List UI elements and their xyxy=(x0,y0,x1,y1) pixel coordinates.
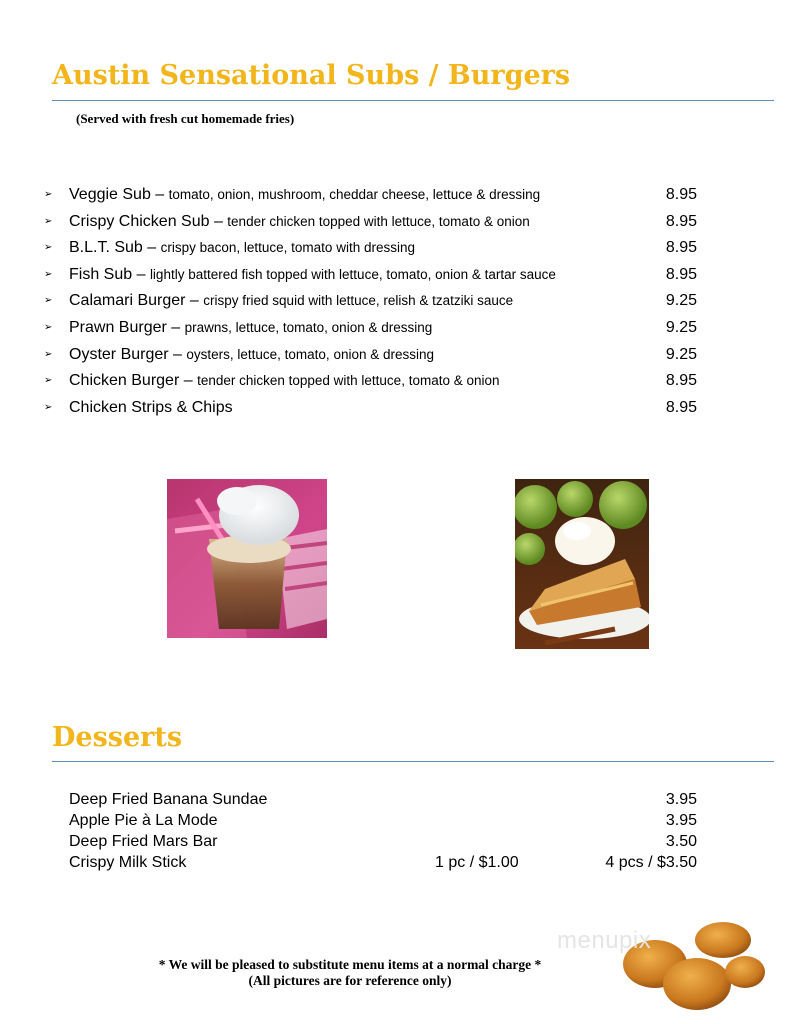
menu-item-fish-sub xyxy=(44,262,704,289)
item-name xyxy=(69,342,434,369)
watermark: menupix xyxy=(557,927,652,954)
menu-item-chicken-strips xyxy=(44,395,704,422)
desserts-heading: Desserts xyxy=(52,722,183,753)
item-name xyxy=(69,315,432,342)
item-description: tender chicken topped with lettuce, tomato & onion xyxy=(227,213,530,229)
dessert-price: 3.95 xyxy=(665,812,697,829)
item-price: 8.95 xyxy=(665,186,697,203)
item-title: Crispy Chicken Sub – xyxy=(69,212,228,230)
dessert-item-banana-sundae xyxy=(69,789,697,810)
item-title: Prawn Burger – xyxy=(69,318,185,336)
arrow-bullet-icon: ➢ xyxy=(44,189,53,200)
apple-pie-photo xyxy=(515,479,649,649)
dessert-name: Crispy Milk Stick xyxy=(69,854,187,871)
subs-menu-list xyxy=(44,182,704,421)
menu-item-blt-sub xyxy=(44,235,704,262)
arrow-bullet-icon: ➢ xyxy=(44,242,53,254)
item-name xyxy=(69,368,500,395)
subs-subtitle: (Served with fresh cut homemade fries) xyxy=(76,111,295,126)
dessert-item-milk-stick xyxy=(69,852,697,873)
item-price: 8.95 xyxy=(665,265,697,283)
item-title: Chicken Burger – xyxy=(69,372,198,390)
subs-heading: Austin Sensational Subs / Burgers xyxy=(52,60,571,91)
menu-item-veggie-sub xyxy=(44,182,704,209)
item-price: 8.95 xyxy=(665,239,697,257)
item-price: 9.25 xyxy=(665,345,697,363)
item-description: prawns, lettuce, tomato, onion & dressing xyxy=(184,319,433,335)
dessert-item-mars-bar xyxy=(69,831,697,852)
item-name xyxy=(69,288,513,315)
item-description: crispy fried squid with lettuce, relish & tzatziki sauce xyxy=(203,293,514,309)
arrow-bullet-icon: ➢ xyxy=(44,268,53,280)
item-name xyxy=(69,209,530,236)
dessert-item-apple-pie xyxy=(69,810,697,831)
item-title: Fish Sub – xyxy=(69,265,150,283)
dessert-price: 3.50 xyxy=(665,833,697,850)
item-title: Veggie Sub – xyxy=(69,186,169,203)
item-name xyxy=(69,235,415,262)
arrow-bullet-icon: ➢ xyxy=(44,321,53,333)
item-title: Calamari Burger – xyxy=(69,292,204,310)
menu-item-crispy-chicken-sub xyxy=(44,209,704,236)
item-description: lightly battered fish topped with lettuce, tomato, onion & tartar sauce xyxy=(149,266,556,282)
item-price: 9.25 xyxy=(665,318,697,336)
item-name xyxy=(69,262,556,289)
item-description: oysters, lettuce, tomato, onion & dressing xyxy=(186,346,435,362)
menu-item-prawn-burger xyxy=(44,315,704,342)
item-description: tomato, onion, mushroom, cheddar cheese, lettuce & dressing xyxy=(168,187,541,202)
arrow-bullet-icon: ➢ xyxy=(44,295,53,307)
dessert-price: 4 pcs / $3.50 xyxy=(605,854,697,871)
menu-item-oyster-burger xyxy=(44,342,704,369)
ice-cream-float-photo xyxy=(167,479,327,638)
dessert-price: 3.95 xyxy=(665,791,697,808)
menu-item-calamari-burger xyxy=(44,288,704,315)
item-price: 8.95 xyxy=(665,372,697,390)
item-title: Chicken Strips & Chips xyxy=(69,398,233,416)
footer-note-pictures: (All pictures are for reference only) xyxy=(248,973,452,988)
dessert-single-price: 1 pc / $1.00 xyxy=(435,854,519,871)
item-price: 9.25 xyxy=(665,292,697,310)
arrow-bullet-icon: ➢ xyxy=(44,401,53,413)
item-title: Oyster Burger – xyxy=(69,345,187,363)
item-description: tender chicken topped with lettuce, tomato & onion xyxy=(197,373,500,389)
menu-item-chicken-burger xyxy=(44,368,704,395)
footer-note-substitution: * We will be pleased to substitute menu items at a normal charge * xyxy=(158,957,542,972)
dessert-name: Deep Fried Mars Bar xyxy=(69,833,218,850)
subs-heading-rule xyxy=(52,100,774,101)
item-name xyxy=(69,395,233,422)
item-description: crispy bacon, lettuce, tomato with dressing xyxy=(160,240,415,256)
item-title: B.L.T. Sub – xyxy=(69,239,161,257)
item-name xyxy=(69,182,540,209)
arrow-bullet-icon: ➢ xyxy=(44,375,53,387)
item-price: 8.95 xyxy=(665,212,697,230)
arrow-bullet-icon: ➢ xyxy=(44,348,53,360)
arrow-bullet-icon: ➢ xyxy=(44,215,53,227)
dessert-name: Deep Fried Banana Sundae xyxy=(69,791,268,808)
dessert-name: Apple Pie à La Mode xyxy=(69,812,218,829)
item-price: 8.95 xyxy=(665,398,697,416)
desserts-heading-rule xyxy=(52,761,774,762)
desserts-list xyxy=(69,789,697,873)
